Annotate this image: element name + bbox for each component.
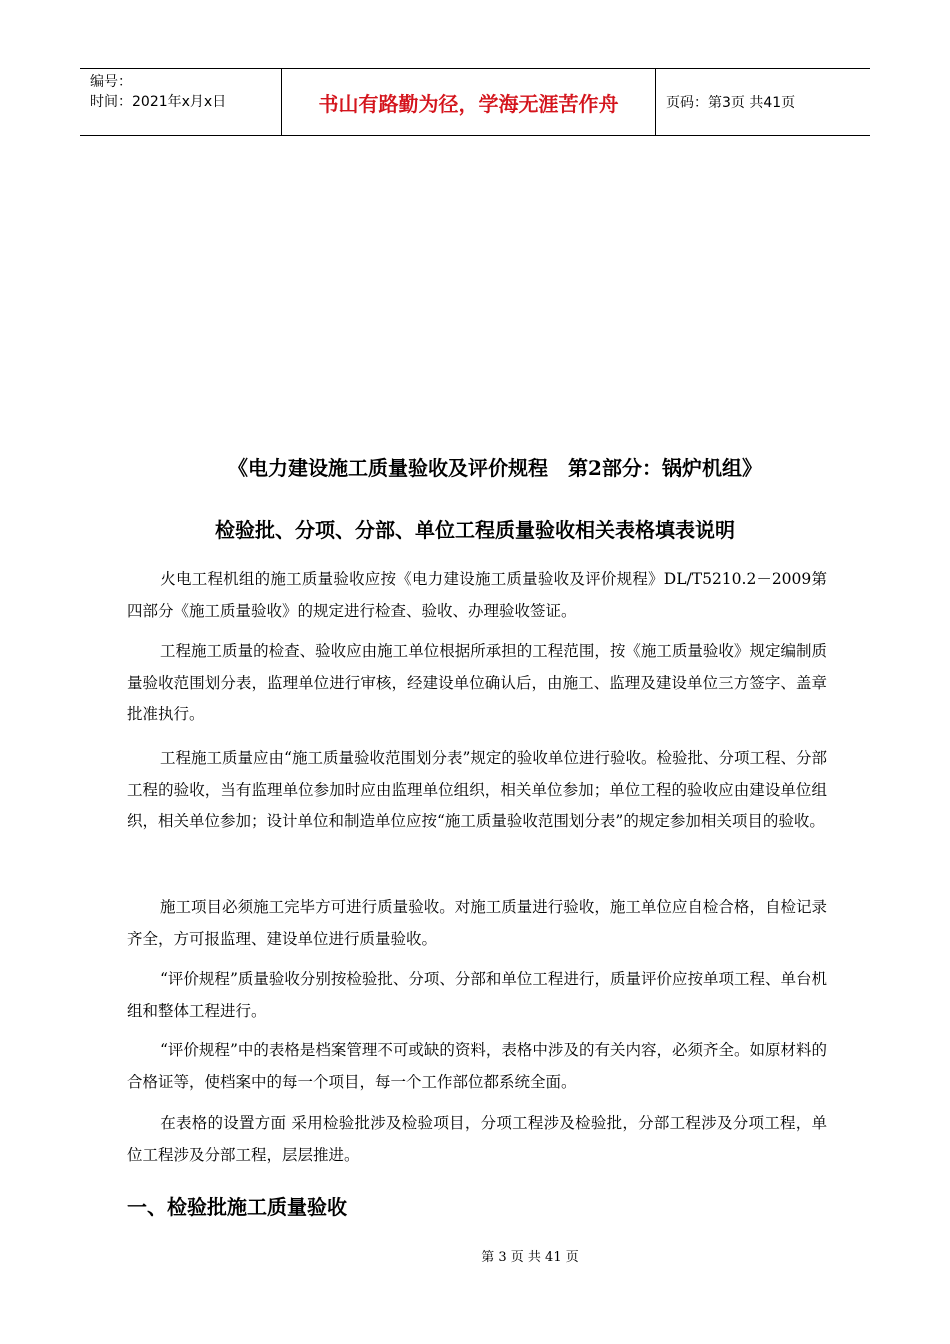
- header-motto: 书山有路勤为径，学海无涯苦作舟: [282, 69, 656, 135]
- paragraph-4: 施工项目必须施工完毕方可进行质量验收。对施工质量进行验收，施工单位应自检合格，自检记录齐全，方可报监理、建设单位进行质量验收。: [127, 898, 827, 948]
- header-table: [80, 68, 870, 136]
- section-heading: 一、检验批施工质量验收: [127, 1195, 347, 1219]
- paragraph-3: 工程施工质量应由“施工质量验收范围划分表”规定的验收单位进行验收。检验批、分项工程、分部工程的验收，当有监理单位参加时应由监理单位组织，相关单位参加；单位工程的验收应由建设单位组织，相关单位参加；设计单位和制造单位应按“施工质量验收范围划分表”的规定参加相关项目的验收。: [127, 749, 827, 830]
- paragraph-1: 火电工程机组的施工质量验收应按《电力建设施工质量验收及评价规程》DL/T5210.2－2009第四部分《施工质量验收》的规定进行检查、验收、办理验收签证。: [127, 570, 827, 620]
- time-label: 时间：2021年x月x日: [90, 94, 227, 110]
- paragraph-7: 在表格的设置方面 采用检验批涉及检验项目，分项工程涉及检验批，分部工程涉及分项工程，单位工程涉及分部工程，层层推进。: [127, 1114, 827, 1164]
- document-subtitle: 检验批、分项、分部、单位工程质量验收相关表格填表说明: [215, 518, 735, 542]
- page-footer: 第 3 页 共 41 页: [481, 1250, 579, 1265]
- header-meta: [80, 69, 282, 135]
- document-title: 《电力建设施工质量验收及评价规程 第2部分：锅炉机组》: [228, 456, 762, 480]
- paragraph-5: “评价规程”质量验收分别按检验批、分项、分部和单位工程进行，质量评价应按单项工程、单台机组和整体工程进行。: [127, 970, 827, 1020]
- paragraph-2: 工程施工质量的检查、验收应由施工单位根据所承担的工程范围，按《施工质量验收》规定编制质量验收范围划分表，监理单位进行审核，经建设单位确认后，由施工、监理及建设单位三方签字、盖章批准执行。: [127, 642, 827, 723]
- number-label: 编号：: [90, 74, 132, 90]
- paragraph-6: “评价规程”中的表格是档案管理不可或缺的资料，表格中涉及的有关内容，必须齐全。如原材料的合格证等，使档案中的每一个项目，每一个工作部位都系统全面。: [127, 1041, 827, 1091]
- header-page-info: 页码：第3页 共41页: [666, 95, 796, 111]
